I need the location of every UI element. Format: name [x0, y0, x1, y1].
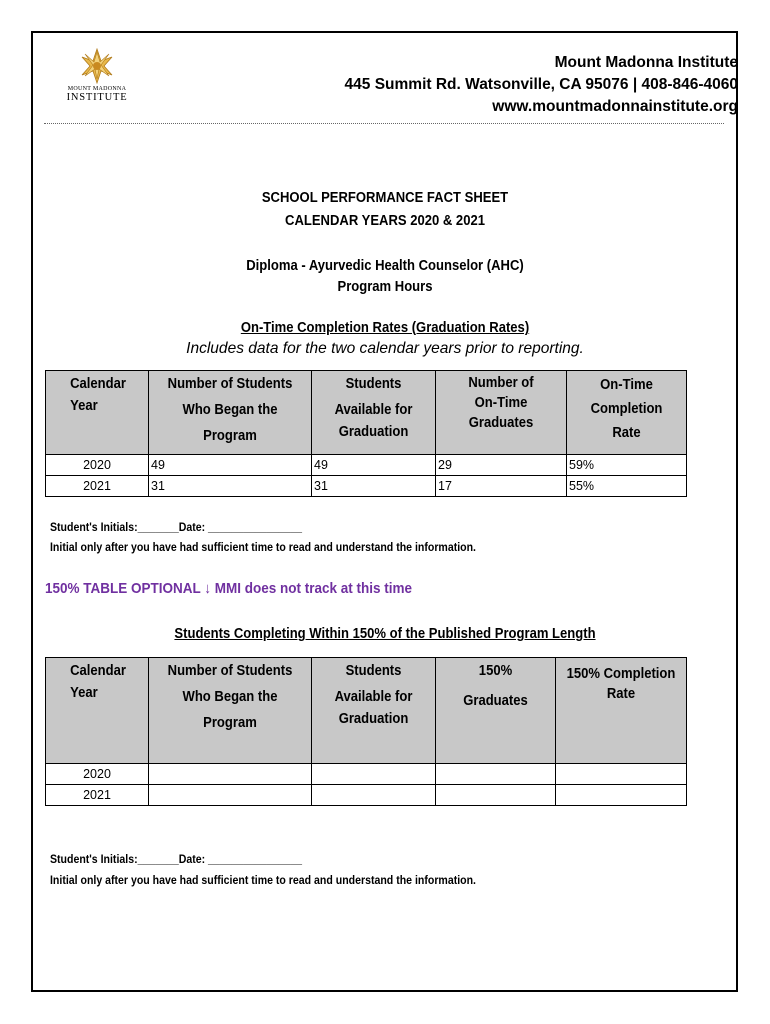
cell-graduates	[436, 785, 556, 806]
initials-instruction: Initial only after you have had sufficient time to read and understand the information.	[50, 540, 476, 554]
institute-contact	[345, 52, 738, 118]
cell-available: 31	[312, 476, 436, 497]
logo-text-small: MOUNT MADONNA	[67, 86, 127, 92]
page-border	[31, 31, 738, 992]
col-150-completion-rate: 150% Completion Rate	[556, 658, 687, 764]
program-name: Diploma - Ayurvedic Health Counselor (AHC)	[246, 258, 524, 274]
completion-rates-table	[45, 370, 687, 497]
cell-graduates	[436, 764, 556, 785]
section1-subheading: Includes data for the two calendar years prior to reporting.	[186, 340, 584, 357]
cell-rate: 55%	[567, 476, 687, 497]
doc-subtitle: CALENDAR YEARS 2020 & 2021	[285, 213, 485, 229]
col-calendar-year: Calendar Year	[46, 371, 149, 455]
cell-year: 2021	[46, 785, 149, 806]
completion-150-table	[45, 657, 687, 806]
table-row	[46, 785, 687, 806]
cell-year: 2020	[46, 764, 149, 785]
col-students-available: Students Available for Graduation	[312, 658, 436, 764]
institute-name: Mount Madonna Institute	[554, 54, 738, 71]
doc-title: SCHOOL PERFORMANCE FACT SHEET	[261, 190, 509, 206]
institute-address: 445 Summit Rd. Watsonville, CA 95076 | 408-846-4060	[344, 76, 738, 93]
col-students-began: Number of Students Who Began the Program	[149, 371, 312, 455]
initials-date-line[interactable]: Student's Initials:_______Date: ________________	[50, 852, 303, 866]
col-students-began: Number of Students Who Began the Program	[149, 658, 312, 764]
lotus-star-icon	[77, 48, 117, 84]
header-divider	[44, 123, 724, 124]
table-row	[46, 476, 687, 497]
section2-heading: Students Completing Within 150% of the Published Program Length	[174, 626, 596, 642]
col-ontime-graduates: Number of On-Time Graduates	[436, 371, 567, 455]
cell-available: 49	[312, 455, 436, 476]
col-students-available: Students Available for Graduation	[312, 371, 436, 455]
cell-rate	[556, 764, 687, 785]
cell-began: 31	[149, 476, 312, 497]
col-calendar-year: Calendar Year	[46, 658, 149, 764]
table-header-row	[46, 658, 687, 764]
cell-graduates: 29	[436, 455, 567, 476]
institute-website[interactable]: www.mountmadonnainstitute.org	[492, 98, 738, 115]
cell-rate	[556, 785, 687, 806]
logo-text-large: INSTITUTE	[66, 92, 128, 103]
cell-available	[312, 764, 436, 785]
table-header-row	[46, 371, 687, 455]
initials-date-line[interactable]: Student's Initials:_______Date: ________________	[50, 520, 303, 534]
cell-rate: 59%	[567, 455, 687, 476]
optional-table-note: 150% TABLE OPTIONAL ↓ MMI does not track at this time	[45, 580, 413, 597]
cell-graduates: 17	[436, 476, 567, 497]
cell-began	[149, 785, 312, 806]
table-row	[46, 764, 687, 785]
cell-year: 2020	[46, 455, 149, 476]
cell-available	[312, 785, 436, 806]
cell-began: 49	[149, 455, 312, 476]
cell-began	[149, 764, 312, 785]
initials-instruction: Initial only after you have had sufficient time to read and understand the information.	[50, 873, 476, 887]
table-row	[46, 455, 687, 476]
cell-year: 2021	[46, 476, 149, 497]
col-150-graduates: 150% Graduates	[436, 658, 556, 764]
institute-logo	[52, 48, 142, 112]
program-hours: Program Hours	[337, 279, 433, 295]
section1-heading: On-Time Completion Rates (Graduation Rates)	[240, 320, 530, 336]
col-completion-rate: On-Time Completion Rate	[567, 371, 687, 455]
